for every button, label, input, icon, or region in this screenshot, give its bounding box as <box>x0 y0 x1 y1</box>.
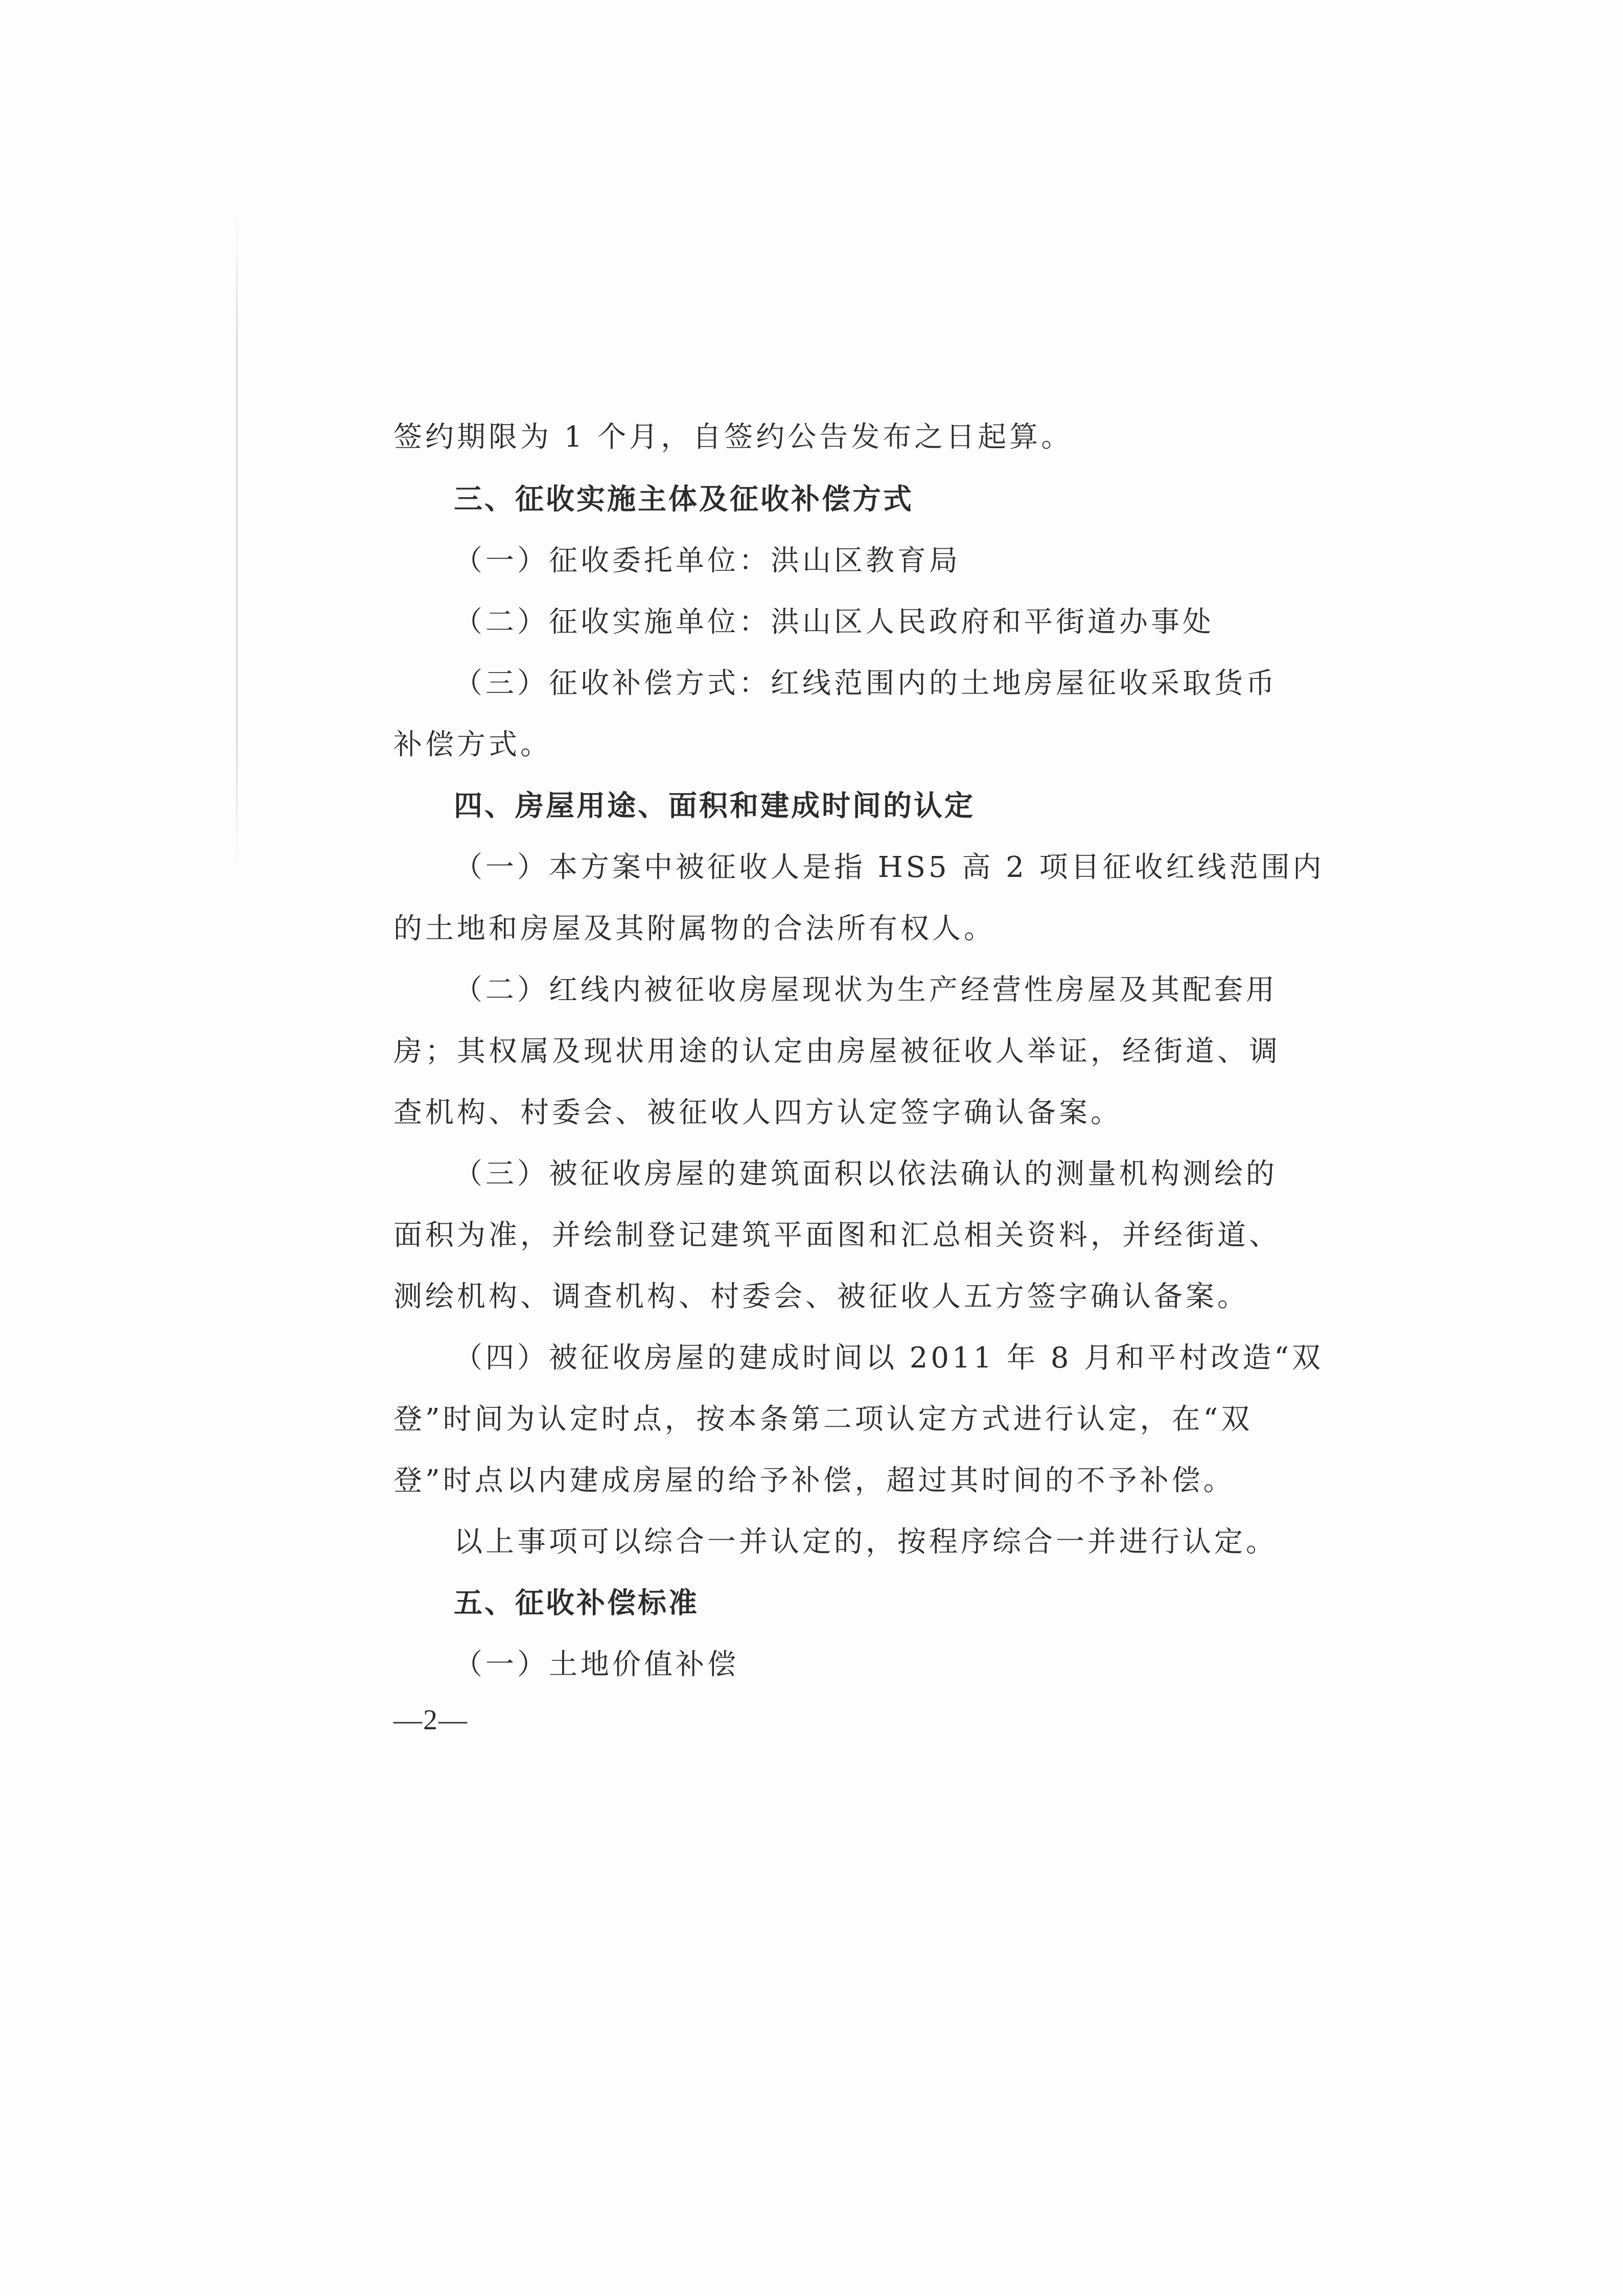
text-line-21: （一）土地价值补偿 <box>454 1648 739 1681</box>
text-line-16: （四）被征收房屋的建成时间以 2011 年 8 月和平村改造“双 <box>454 1341 1324 1375</box>
text-line-5: （三）征收补偿方式：红线范围内的土地房屋征收采取货币 <box>454 667 1278 700</box>
section-heading-5: 五、征收补偿标准 <box>454 1587 699 1620</box>
text-line-15: 测绘机构、调查机构、村委会、被征收人五方签字确认备案。 <box>393 1280 1249 1313</box>
text-line-12: 查机构、村委会、被征收人四方认定签字确认备案。 <box>393 1096 1122 1129</box>
text-line-13: （三）被征收房屋的建筑面积以依法确认的测量机构测绘的 <box>454 1157 1278 1191</box>
text-line-4: （二）征收实施单位：洪山区人民政府和平街道办事处 <box>454 606 1214 639</box>
text-line-14: 面积为准，并绘制登记建筑平面图和汇总相关资料，并经街道、 <box>393 1219 1281 1252</box>
text-line-19: 以上事项可以综合一并认定的，按程序综合一并进行认定。 <box>454 1525 1278 1559</box>
text-line-10: （二）红线内被征收房屋现状为生产经营性房屋及其配套用 <box>454 973 1278 1007</box>
section-heading-3: 三、征收实施主体及征收补偿方式 <box>454 483 914 516</box>
text-line-8: （一）本方案中被征收人是指 HS5 高 2 项目征收红线范围内 <box>454 851 1325 884</box>
text-line-6: 补偿方式。 <box>393 728 552 761</box>
text-line-9: 的土地和房屋及其附属物的合法所有权人。 <box>393 912 995 945</box>
section-heading-4: 四、房屋用途、面积和建成时间的认定 <box>454 790 975 823</box>
text-line-3: （一）征收委托单位：洪山区教育局 <box>454 544 961 577</box>
text-line-17: 登”时间为认定时点，按本条第二项认定方式进行认定，在“双 <box>393 1403 1253 1436</box>
text-line-1: 签约期限为 1 个月，自签约公告发布之日起算。 <box>393 421 1073 454</box>
text-line-11: 房；其权属及现状用途的认定由房屋被征收人举证，经街道、调 <box>393 1035 1281 1068</box>
page-number: —2— <box>393 1704 468 1736</box>
scan-shadow-edge <box>236 215 238 869</box>
text-line-18: 登”时点以内建成房屋的给予补偿，超过其时间的不予补偿。 <box>393 1464 1235 1497</box>
